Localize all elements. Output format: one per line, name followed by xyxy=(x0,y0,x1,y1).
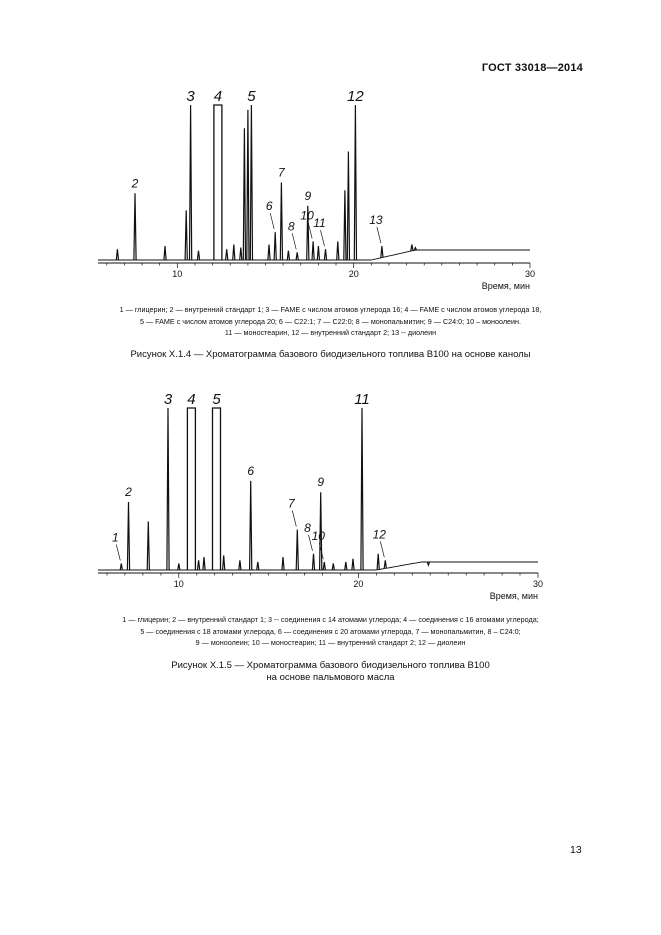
chromatogram-peak xyxy=(337,241,339,260)
chromatogram-peak xyxy=(377,554,379,570)
figure1-caption: Рисунок Х.1.4 — Хроматограмма базового биодизельного топлива В100 на основе канолы xyxy=(130,349,531,360)
x-tick-label: 30 xyxy=(532,579,544,589)
peak-label: 10 xyxy=(311,528,325,543)
chromatogram-peak xyxy=(344,190,346,260)
figure2-legend xyxy=(40,614,621,649)
chromatogram-peak xyxy=(203,557,205,570)
x-tick-label: 30 xyxy=(524,269,536,279)
figure1-legend-line: 1 — глицерин; 2 — внутренний стандарт 1; 3 — FAME с числом атомов углерода 16; 4 — FAME с числом атомов углерода 18, xyxy=(119,305,542,314)
standard-header: ГОСТ 33018—2014 xyxy=(481,62,583,74)
peak-label: 7 xyxy=(287,496,295,511)
chromatogram-peak xyxy=(213,408,221,570)
chromatogram-peak xyxy=(214,105,222,260)
figure2-legend-line: 9 — моноолеин; 10 — моностеарин; 11 — внутренний стандарт 2; 12 — диолеин xyxy=(195,638,466,647)
peak-label: 4 xyxy=(213,88,223,105)
chromatogram-peak xyxy=(323,562,325,570)
peak-label: 2 xyxy=(125,485,132,499)
x-tick-label: 10 xyxy=(172,269,183,279)
chromatogram-peak xyxy=(147,521,149,570)
chromatogram-baseline xyxy=(98,562,538,570)
chromatogram-peak xyxy=(187,408,195,570)
chromatogram-peak xyxy=(282,557,284,570)
chromatogram-peak xyxy=(324,249,326,260)
x-axis-label: Время, мин xyxy=(481,281,530,291)
chromatogram-peak xyxy=(345,562,347,570)
chromatogram-peak xyxy=(381,246,383,258)
chromatogram-peak xyxy=(250,105,252,260)
chromatogram-peak xyxy=(280,183,282,261)
chromatogram-peak xyxy=(134,193,136,260)
peak-label: 11 xyxy=(313,216,326,231)
peak-label: 7 xyxy=(278,165,285,180)
x-axis-label: Время, мин xyxy=(489,591,538,601)
chromatogram-peak xyxy=(427,562,429,565)
chromatogram-peak xyxy=(239,560,241,570)
chromatogram-peak xyxy=(197,251,199,260)
figure2-legend-line: 5 — соединения с 18 атомами углерода, 6 — соединения с 20 атомами углерода, 7 — монопальмитин, 8 – С24:0; xyxy=(140,626,521,636)
peak-label: 6 xyxy=(265,199,273,214)
x-tick-label: 20 xyxy=(348,269,359,279)
figure1-legend-line: 11 — моностеарин, 12 — внутренний стандарт 2; 13 -- диолеин xyxy=(224,328,437,337)
chromatogram-canola xyxy=(0,85,661,295)
peak-arrow xyxy=(270,213,274,229)
figure2-caption xyxy=(0,660,661,684)
chromatogram-peak xyxy=(384,560,386,568)
chromatogram-peak xyxy=(296,530,298,571)
peak-label: 8 xyxy=(304,520,311,535)
chromatogram-peak xyxy=(317,246,319,260)
figure2-legend-line: 1 — глицерин; 2 — внутренний стандарт 1; 3 -- соединения с 14 атомами углерода; 4 — соединения с 16 атомами углерода; xyxy=(122,615,539,624)
peak-label: 11 xyxy=(354,391,370,408)
peak-label: 6 xyxy=(247,463,255,478)
chromatogram-peak xyxy=(243,128,245,260)
peak-label: 2 xyxy=(131,176,139,191)
chromatogram-peak xyxy=(247,110,249,260)
page-number: 13 xyxy=(570,844,582,856)
chromatogram-palm xyxy=(0,390,661,608)
figure2-caption-line: на основе пальмового масла xyxy=(266,672,395,683)
chromatogram-peak xyxy=(361,408,363,570)
peak-label: 12 xyxy=(372,527,386,542)
peak-label: 8 xyxy=(287,219,295,234)
chromatogram-peak xyxy=(167,408,169,570)
chromatogram-peak xyxy=(198,560,200,570)
chromatogram-peak xyxy=(250,481,252,570)
peak-arrow xyxy=(292,511,296,527)
peak-arrow xyxy=(116,545,120,561)
peak-label: 10 xyxy=(300,208,314,223)
chromatogram-peak xyxy=(190,105,192,260)
figure1-legend-line: 5 — FAME с числом атомов углерода 20; 6 — С22:1; 7 — С22:0; 8 — монопальмитин; 9 — С24:0; 10 – моноолеин. xyxy=(139,316,522,326)
x-tick-label: 10 xyxy=(173,579,184,589)
x-tick-label: 20 xyxy=(353,579,364,589)
chromatogram-peak xyxy=(312,554,314,570)
peak-label: 5 xyxy=(247,88,256,105)
chromatogram-peak xyxy=(296,252,298,260)
chromatogram-peak xyxy=(185,210,187,260)
peak-label: 9 xyxy=(304,188,312,203)
chromatogram-peak xyxy=(354,105,356,260)
peak-arrow xyxy=(377,227,381,243)
chromatogram-peak xyxy=(274,232,276,260)
peak-arrow xyxy=(380,541,384,557)
peak-label: 12 xyxy=(347,88,364,105)
peak-label: 3 xyxy=(163,391,173,408)
chromatogram-peak xyxy=(287,251,289,260)
chromatogram-peak xyxy=(257,562,259,570)
chromatogram-peak xyxy=(312,241,314,260)
peak-label: 3 xyxy=(186,88,195,105)
chromatogram-peak xyxy=(347,152,349,261)
chromatogram-peak xyxy=(352,559,354,570)
chromatogram-peak xyxy=(411,245,413,251)
figure2-caption-line: Рисунок Х.1.5 — Хроматограмма базового биодизельного топлива В100 xyxy=(171,660,490,671)
chromatogram-peak xyxy=(127,502,129,570)
chromatogram-peak xyxy=(268,245,270,261)
chromatogram-peak xyxy=(178,564,180,571)
peak-arrow xyxy=(321,230,325,246)
chromatogram-peak xyxy=(223,555,225,570)
chromatogram-peak xyxy=(332,564,334,571)
chromatogram-peak xyxy=(226,249,228,260)
peak-label: 5 xyxy=(212,391,221,408)
chromatogram-peak xyxy=(240,248,242,260)
peak-label: 9 xyxy=(317,475,325,490)
chromatogram-peak xyxy=(120,564,122,571)
peak-arrow xyxy=(292,233,296,249)
chromatogram-peak xyxy=(116,249,118,260)
figure1-legend xyxy=(40,304,621,339)
peak-label: 1 xyxy=(111,530,119,545)
chromatogram-peak xyxy=(164,246,166,260)
peak-label: 13 xyxy=(369,213,383,228)
chromatogram-peak xyxy=(233,245,235,261)
peak-label: 4 xyxy=(187,391,196,408)
